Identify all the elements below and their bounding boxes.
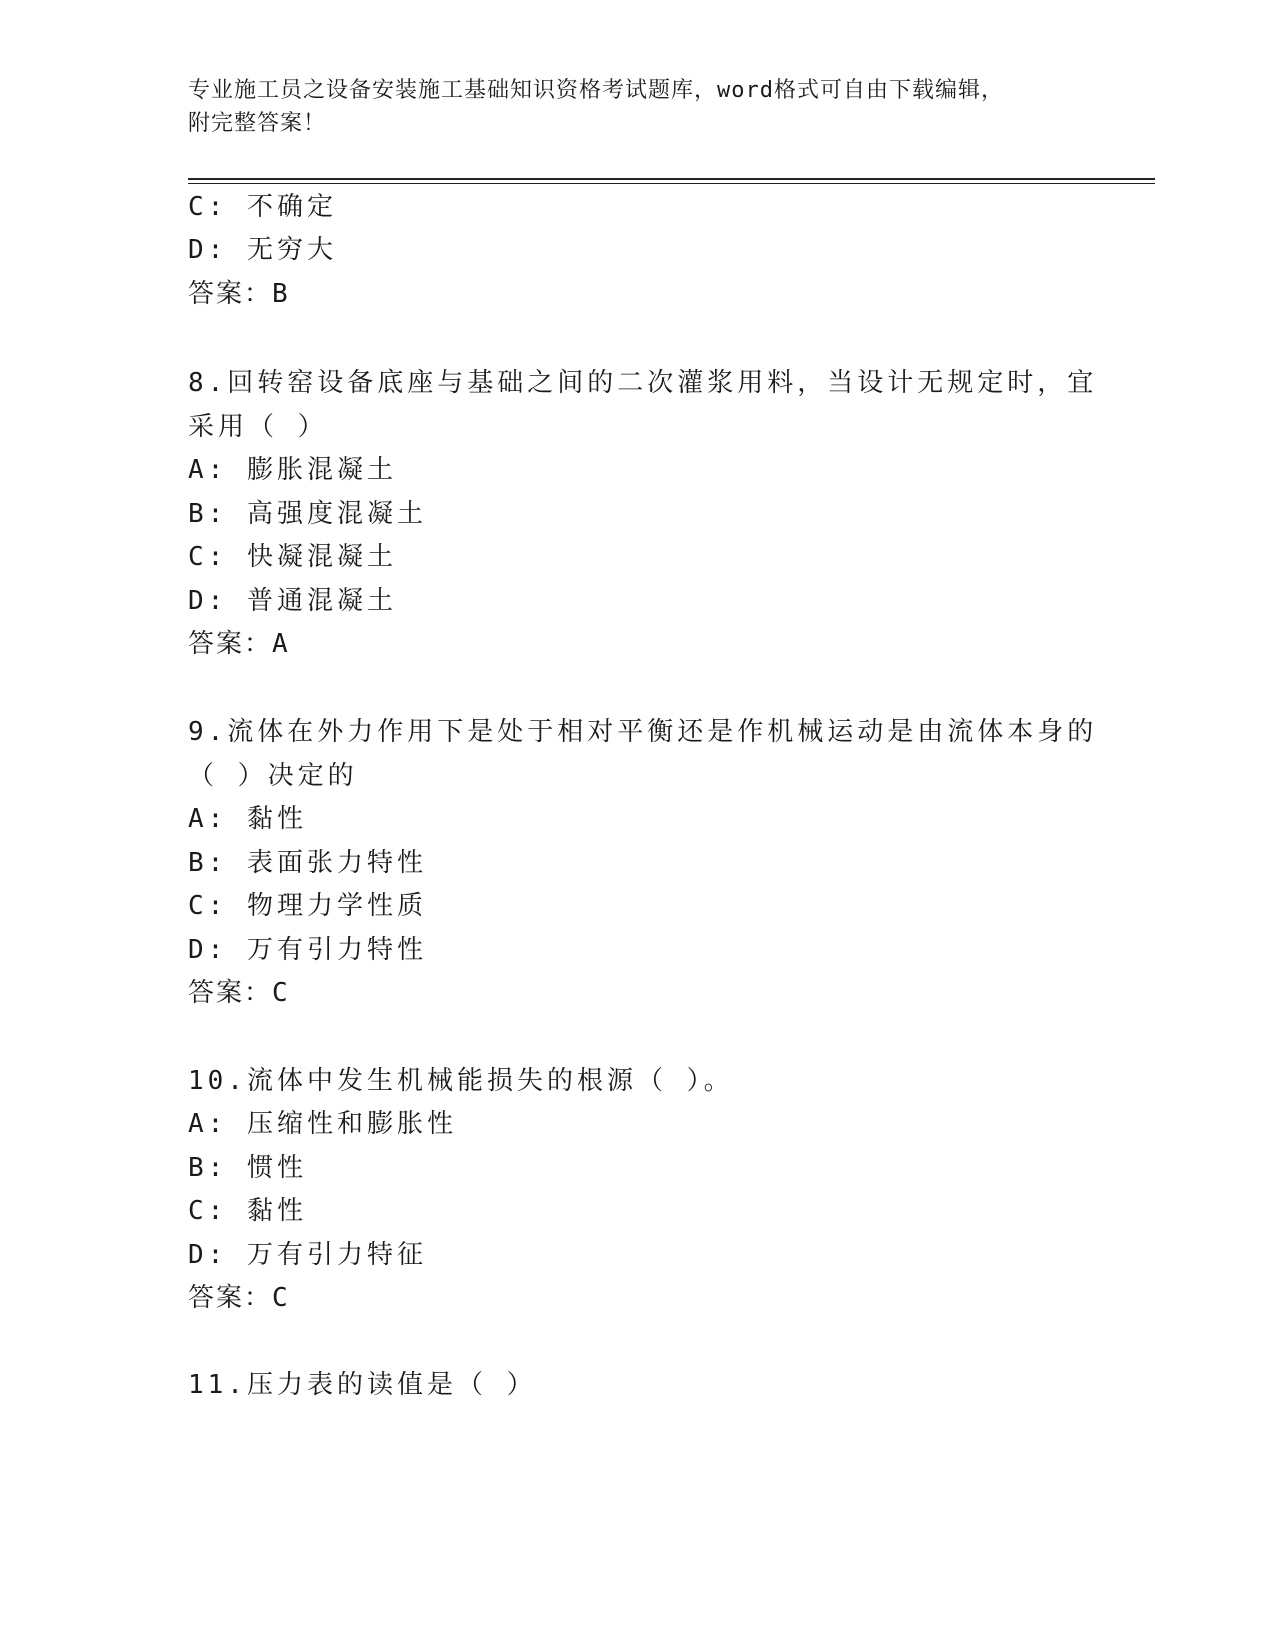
question-8-option-a: A: 膨胀混凝土 <box>188 455 397 485</box>
question-10-answer <box>188 1281 290 1315</box>
question-8-stem-line-2: 采用（ ） <box>188 412 328 442</box>
answer-value: C <box>272 1283 290 1313</box>
answer-value: A <box>272 629 290 659</box>
header-divider-thin <box>188 183 1155 184</box>
question-8-answer <box>188 627 290 661</box>
question-9-answer <box>188 976 290 1010</box>
answer-value: C <box>272 978 290 1008</box>
question-10-option-a: A: 压缩性和膨胀性 <box>188 1109 457 1139</box>
header-line-2: 附完整答案！ <box>188 111 327 136</box>
question-8-option-d: D: 普通混凝土 <box>188 586 397 616</box>
header-line-1: 专业施工员之设备安装施工基础知识资格考试题库，word格式可自由下载编辑， <box>188 78 1004 103</box>
answer-label: 答案： <box>188 978 273 1008</box>
question-10-option-d: D: 万有引力特征 <box>188 1240 427 1270</box>
question-9-option-b: B: 表面张力特性 <box>188 848 427 878</box>
prev-answer <box>188 277 290 311</box>
answer-label: 答案： <box>188 1283 273 1313</box>
prev-option-d: D: 无穷大 <box>188 235 337 265</box>
document-header <box>188 74 1068 140</box>
answer-label: 答案： <box>188 629 273 659</box>
question-10-option-c: C: 黏性 <box>188 1196 307 1226</box>
answer-value: B <box>272 279 290 309</box>
question-11-stem-line-1: 11.压力表的读值是（ ） <box>188 1370 537 1400</box>
question-8-option-b: B: 高强度混凝土 <box>188 499 427 529</box>
answer-label: 答案： <box>188 279 273 309</box>
question-9-option-a: A: 黏性 <box>188 804 307 834</box>
question-9-stem-line-1: 9.流体在外力作用下是处于相对平衡还是作机械运动是由流体本身的 <box>188 717 1098 747</box>
question-10-stem-line-1: 10.流体中发生机械能损失的根源（ ）。 <box>188 1066 734 1096</box>
prev-option-c: C: 不确定 <box>188 192 337 222</box>
question-8-option-c: C: 快凝混凝土 <box>188 542 397 572</box>
question-9-stem-line-2: （ ）决定的 <box>188 761 358 791</box>
question-9-option-d: D: 万有引力特性 <box>188 935 427 965</box>
header-divider-thick <box>188 178 1155 180</box>
question-9-option-c: C: 物理力学性质 <box>188 891 427 921</box>
question-10-option-b: B: 惯性 <box>188 1153 307 1183</box>
question-8-stem-line-1: 8.回转窑设备底座与基础之间的二次灌浆用料，当设计无规定时，宜 <box>188 368 1098 398</box>
